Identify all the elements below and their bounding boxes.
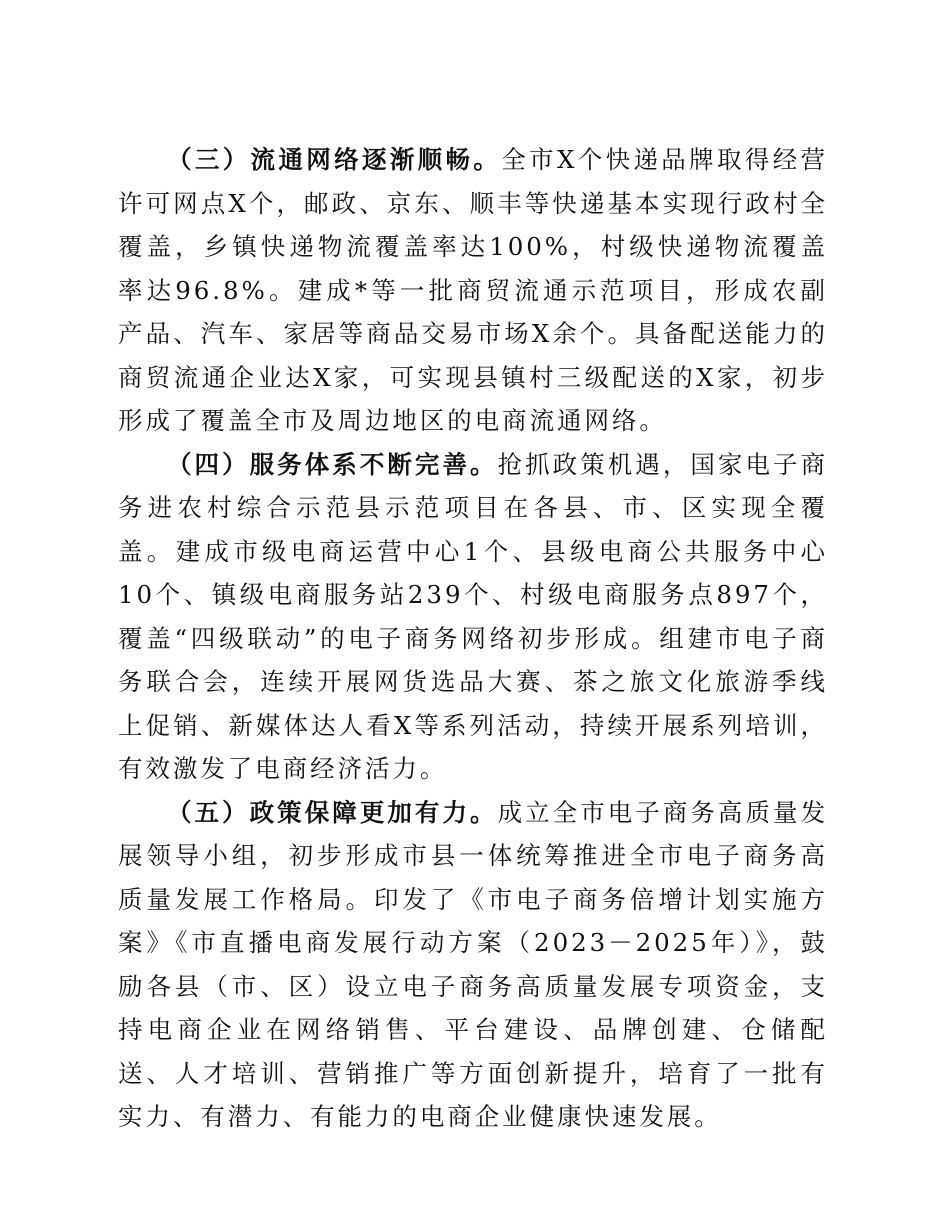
section-heading-3: （三）流通网络逐渐顺畅。 <box>167 145 502 174</box>
section-body-4: 抢抓政策机遇，国家电子商务进农村综合示范县示范项目在各县、市、区实现全覆盖。建成市级电商运营中心1个、县级电商公共服务中心10个、镇级电商服务站239个、村级电商服务点897个，覆盖“四级联动”的电子商务网络初步形成。组建市电子商务联合会，连续开展网货选品大赛、茶之旅文化旅游季线上促销、新媒体达人看X等系列活动，持续开展系列培训，有效激发了电商经济活力。 <box>118 449 829 783</box>
section-paragraph-5 <box>118 791 828 1139</box>
section-body-3: 全市X个快递品牌取得经营许可网点X个，邮政、京东、顺丰等快递基本实现行政村全覆盖，乡镇快递物流覆盖率达100%，村级快递物流覆盖率达96.8%。建成*等一批商贸流通示范项目，形成农副产品、汽车、家居等商品交易市场X余个。具备配送能力的商贸流通企业达X家，可实现县镇村三级配送的X家，初步形成了覆盖全市及周边地区的电商流通网络。 <box>118 145 828 435</box>
section-heading-4: （四）服务体系不断完善。 <box>167 449 498 479</box>
section-paragraph-3 <box>118 138 828 443</box>
document-body <box>118 138 828 1139</box>
section-body-5: 成立全市电子商务高质量发展领导小组，初步形成市县一体统筹推进全市电子商务高质量发展工作格局。印发了《市电子商务倍增计划实施方案》《市直播电商发展行动方案（2023－2025年）》，鼓励各县（市、区）设立电子商务高质量发展专项资金，支持电商企业在网络销售、平台建设、品牌创建、仓储配送、人才培训、营销推广等方面创新提升，培育了一批有实力、有潜力、有能力的电商企业健康快速发展。 <box>118 797 829 1131</box>
section-heading-5: （五）政策保障更加有力。 <box>167 797 498 827</box>
section-paragraph-4 <box>118 443 828 791</box>
